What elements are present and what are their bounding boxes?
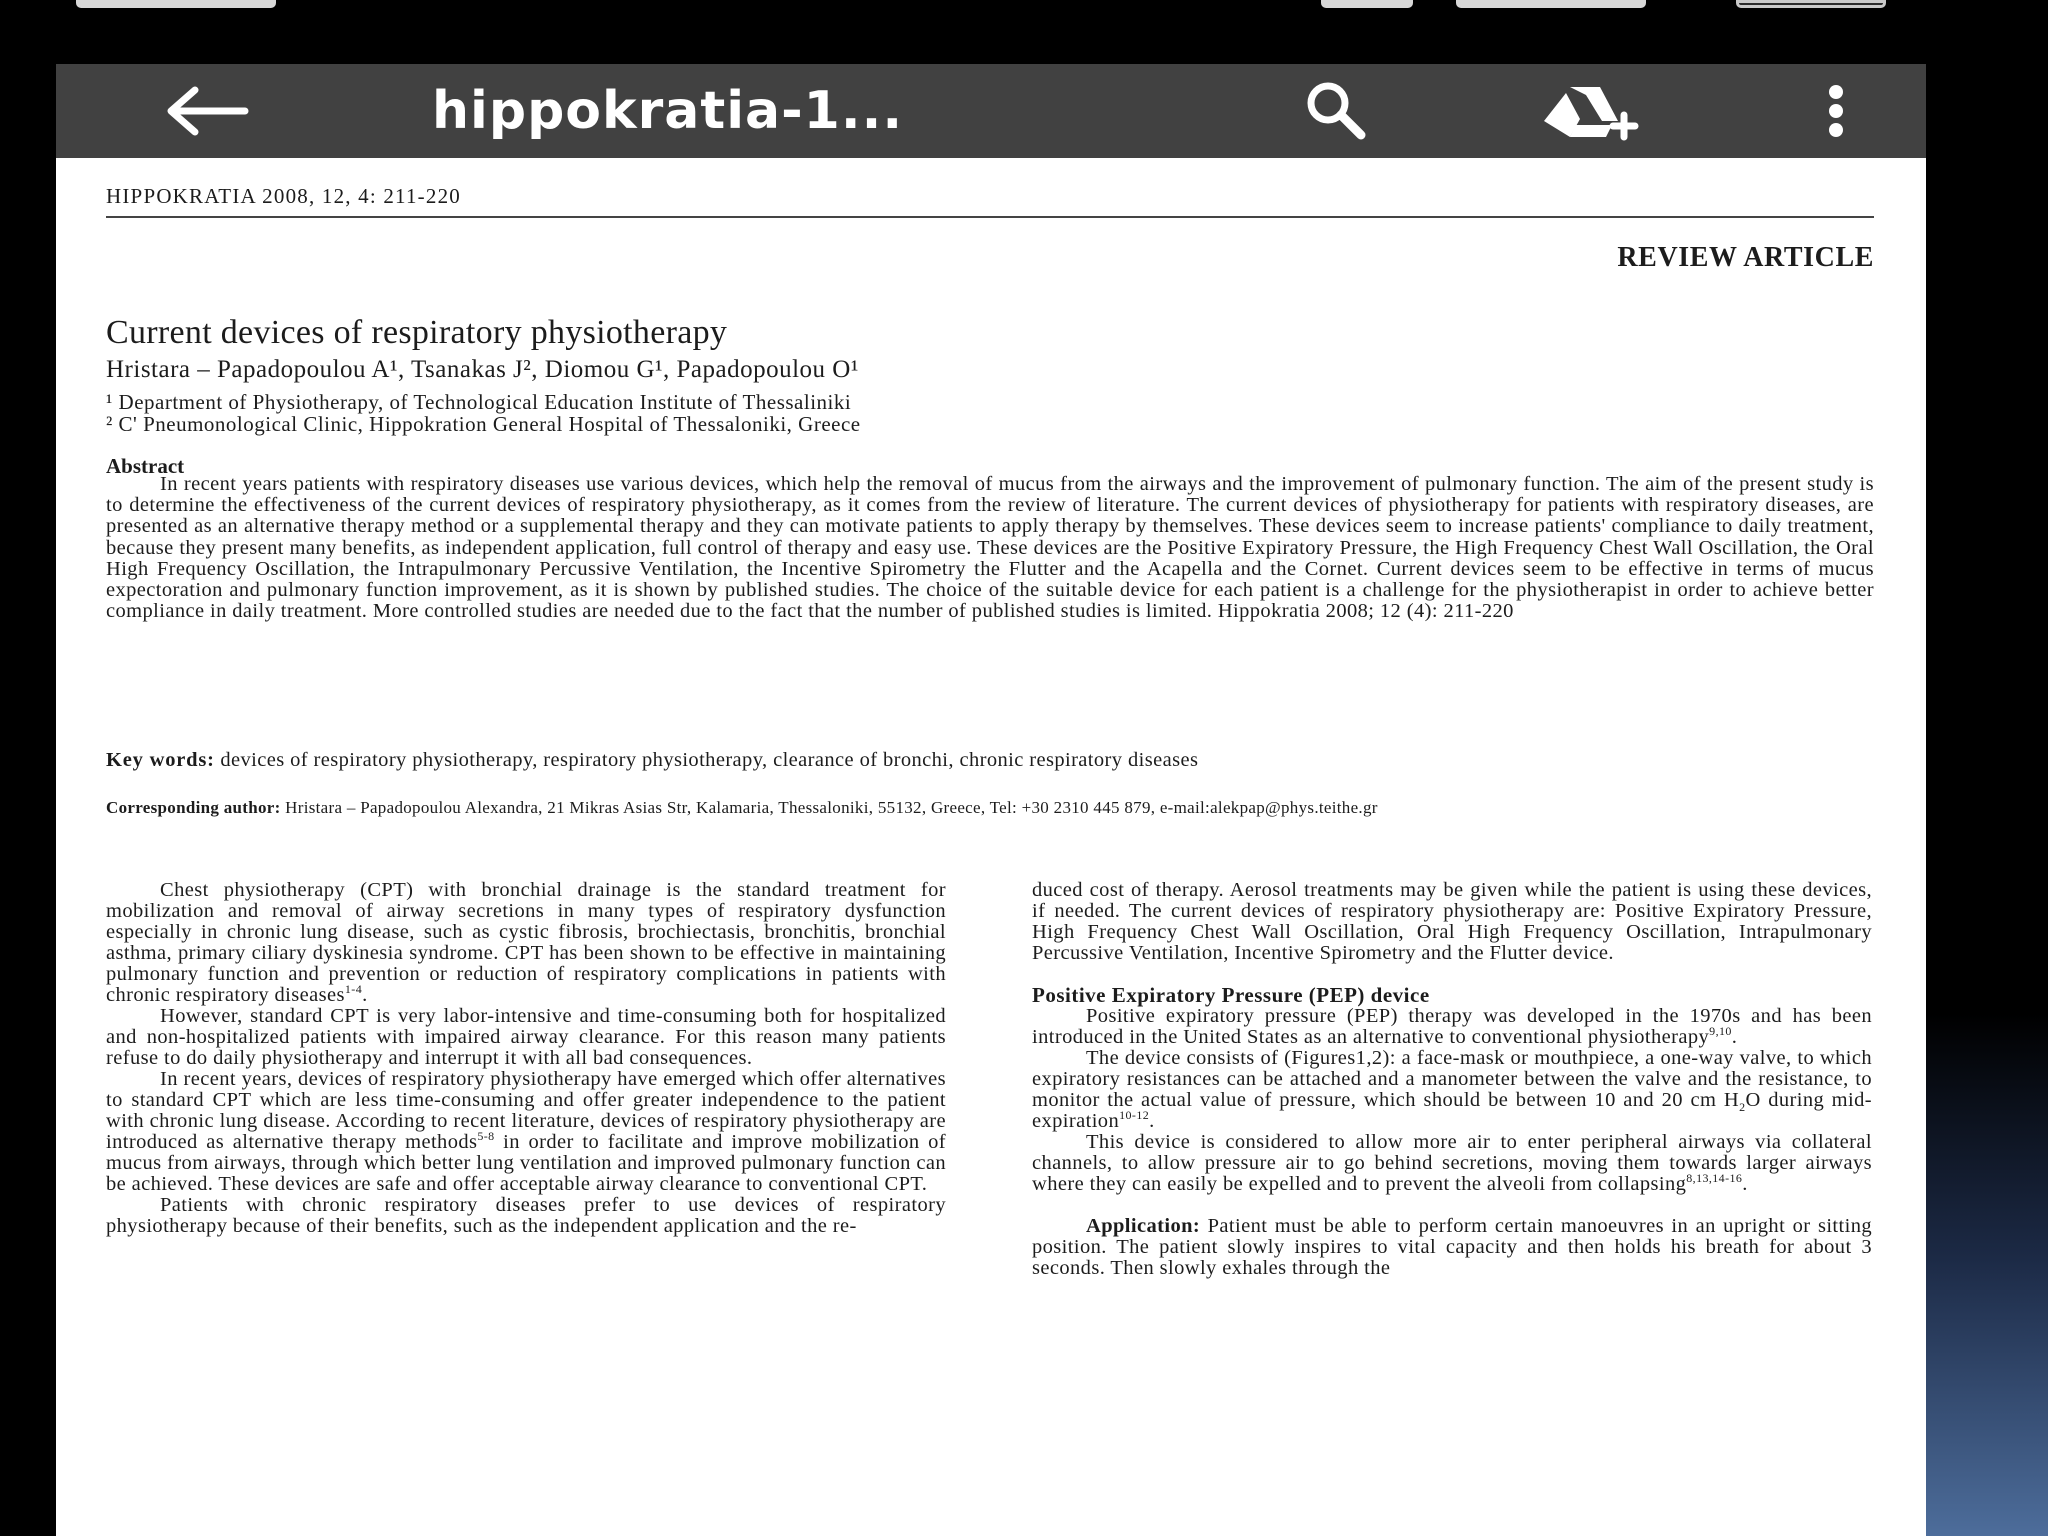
- corresponding-label: Corresponding author:: [106, 798, 281, 817]
- article-title: Current devices of respiratory physiotherapy: [106, 314, 728, 351]
- status-time-fragment: [76, 0, 276, 8]
- more-vert-icon[interactable]: [1796, 64, 1876, 158]
- body-paragraph: Chest physiotherapy (CPT) with bronchial drainage is the standard treatment for mobilization and removal of airway secretions in many types of respiratory dysfunction especially in chronic lung disease, such as cystic fibrosis, brochiectasis, bronchitis, bronchial asthma, primary ciliary dyskinesia syndrome. CPT has been shown to be effective in maintaining pulmonary function and prevention or reduction of respiratory complications in patients with chronic respiratory diseases$^{1-4}$.: [106, 879, 946, 1006]
- affiliation: ² C' Pneumonological Clinic, Hippokration General Hospital of Thessaloniki, Greece: [106, 412, 861, 436]
- author-list: Hristara – Papadopoulou A¹, Tsanakas J², Diomou G¹, Papadopoulou O¹: [106, 356, 859, 383]
- body-paragraph: Patients with chronic respiratory diseases prefer to use devices of respiratory physiotherapy because of their benefits, such as the independent application and the re-: [106, 1194, 946, 1237]
- corresponding-text: Hristara – Papadopoulou Alexandra, 21 Mikras Asias Str, Kalamaria, Thessaloniki, 55132, Greece, Tel: +30 2310 445 879, e-mail:alekpap@phys.teithe.gr: [285, 798, 1378, 817]
- body-paragraph: In recent years, devices of respiratory physiotherapy have emerged which offer alternatives to standard CPT which are less time-consuming and offer greater independence to the patient with chronic lung disease. According to recent literature, devices of respiratory physiotherapy are introduced as alternative therapy methods$^{5-8}$ in order to facilitate and improve mobilization of mucus from airways, through which better lung ventilation and improved pulmonary function can be achieved. These devices are safe and offer acceptable airway clearance to conventional CPT.: [106, 1068, 946, 1195]
- body-paragraph: duced cost of therapy. Aerosol treatments may be given while the patient is using these devices, if needed. The current devices of respiratory physiotherapy are: Positive Expiratory Pressure, High Frequency Chest Wall Oscillation, Oral High Frequency Oscillation, Intrapulmonary Percussive Ventilation, Incentive Spirometry and the Flutter device.: [1032, 879, 1872, 964]
- search-icon[interactable]: [1281, 64, 1391, 158]
- body-paragraph: Positive expiratory pressure (PEP) therapy was developed in the 1970s and has been introduced in the United States as an alternative to conventional physiotherapy$^{9,10}$.: [1032, 1005, 1872, 1048]
- device-screen: [56, 0, 1926, 1536]
- body-column-left: [106, 880, 946, 1237]
- section-heading: Positive Expiratory Pressure (PEP) device: [1032, 983, 1430, 1007]
- keywords-label: Key words:: [106, 749, 215, 771]
- body-paragraph: Application: Patient must be able to perform certain manoeuvres in an upright or sitting position. The patient slowly inspires to vital capacity and then holds his breath for about 3 seconds. Then slowly exhales through the: [1032, 1215, 1872, 1279]
- drive-add-icon[interactable]: [1526, 64, 1666, 158]
- body-paragraph: This device is considered to allow more air to enter peripheral airways via collateral channels, to allow pressure air to go behind secretions, moving them towards larger airways where they can easily be expelled and to prevent the alveoli from collapsing$^{8,13,14-16}$.: [1032, 1131, 1872, 1195]
- battery-icon: [1736, 0, 1886, 8]
- viewer-toolbar: [56, 64, 1926, 158]
- corresponding-author: [106, 798, 1874, 817]
- journal-reference: HIPPOKRATIA 2008, 12, 4: 211-220: [106, 184, 461, 208]
- status-bar: [56, 0, 1926, 64]
- status-signal-fragment: [1456, 0, 1646, 8]
- article-type: REVIEW ARTICLE: [1617, 242, 1874, 273]
- body-paragraph: The device consists of (Figures1,2): a face-mask or mouthpiece, a one-way valve, to which expiratory resistances can be attached and a manometer between the valve and the resistance, to monitor the actual value of pressure, which should be between 10 and 20 cm $H_2O$ during mid-expiration$^{10-12}$.: [1032, 1047, 1872, 1132]
- abstract-text: In recent years patients with respiratory diseases use various devices, which help the removal of mucus from the airways and the improvement of pulmonary function. The aim of the present study is to determine the effectiveness of the current devices of respiratory physiotherapy, as it comes from the review of literature. The current devices of physiotherapy for patients with respiratory diseases, are presented as an alternative therapy method or a supplemental therapy and they can motivate patients to apply therapy by themselves. These devices seem to increase patients' compliance to daily treatment, because they present many benefits, as independent application, full control of therapy and easy use. These devices are the Positive Expiratory Pressure, the High Frequency Chest Wall Oscillation, the Oral High Frequency Oscillation, the Intrapulmonary Percussive Ventilation, the Incentive Spirometry the Flutter and the Acapella and the Cornet. Current devices seem to be effective in terms of mucus expectoration and pulmonary function improvement, as it is shown by published studies. The choice of the suitable device for each patient is a challenge for the physiotherapist in order to achieve better compliance in daily treatment. More controlled studies are needed due to the fact that the number of published studies is limited. Hippokratia 2008; 12 (4): 211-220: [106, 473, 1874, 623]
- status-icon-fragment: [1321, 0, 1413, 8]
- text-cursor: [50, 152, 53, 234]
- arrow-left-icon[interactable]: [151, 64, 261, 158]
- pdf-page: [106, 158, 1926, 1536]
- side-background: [1926, 0, 2048, 1536]
- abstract-heading: Abstract: [106, 454, 185, 478]
- document-title: hippokratia-1...: [432, 81, 904, 141]
- affiliation: ¹ Department of Physiotherapy, of Technological Education Institute of Thessaliniki: [106, 390, 852, 414]
- body-paragraph: However, standard CPT is very labor-intensive and time-consuming both for hospitalized and non-hospitalized patients with impaired airway clearance. For this reason many patients refuse to do daily physiotherapy and interrupt it with all bad consequences.: [106, 1005, 946, 1069]
- keywords-text: devices of respiratory physiotherapy, respiratory physiotherapy, clearance of bronchi, chronic respiratory diseases: [220, 749, 1199, 771]
- keywords: [106, 750, 1874, 771]
- body-column-right: [1032, 880, 1872, 1279]
- header-divider: [106, 216, 1874, 218]
